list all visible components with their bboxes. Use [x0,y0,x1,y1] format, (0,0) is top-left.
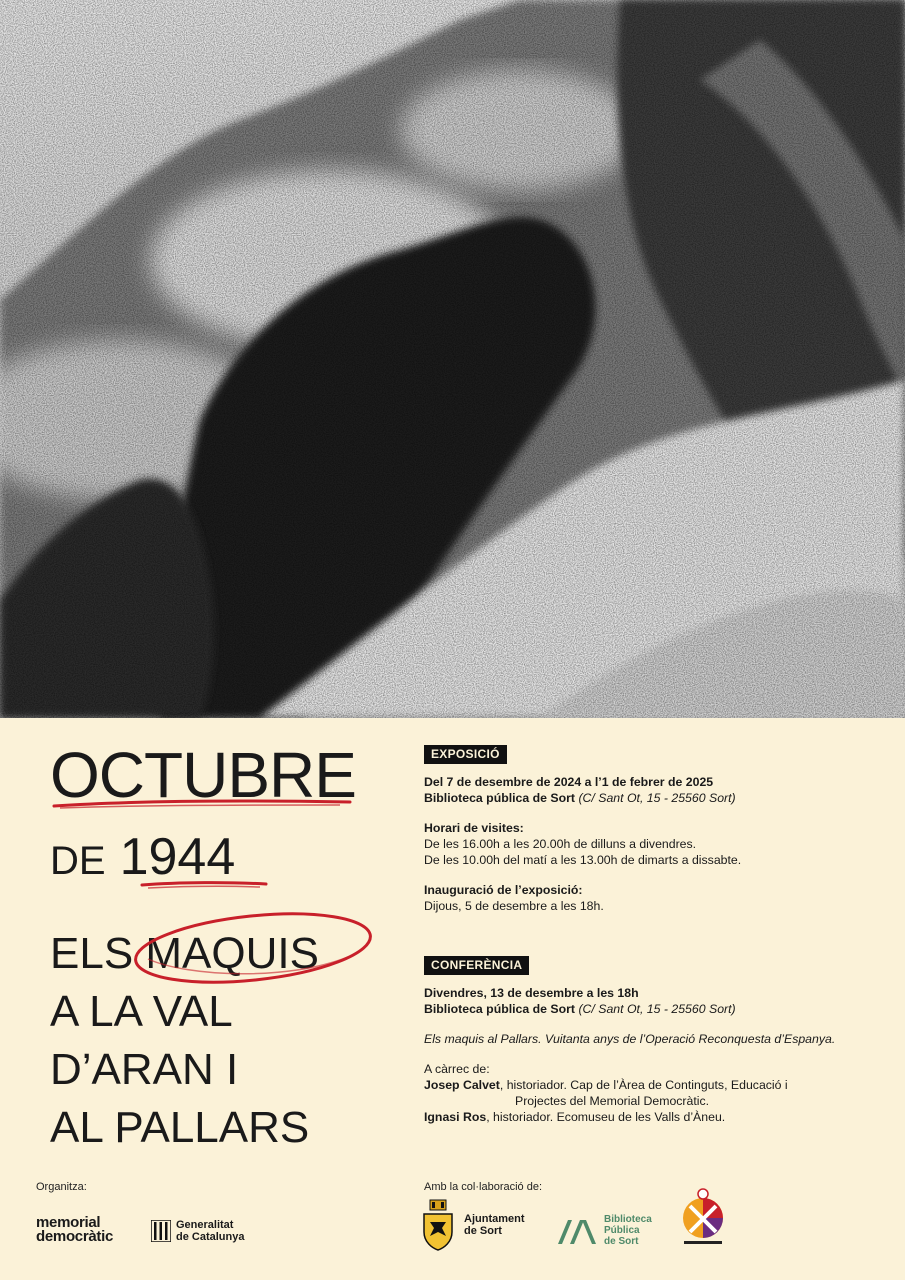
biblioteca-publica-logo [556,1214,652,1247]
organizer-label: Organitza: [36,1181,87,1193]
exhibition-dates: Del 7 de desembre de 2024 a l’1 de febrer de 2025 [424,775,714,789]
biblioteca-line-3: de Sort [604,1236,639,1247]
ajuntament-line-2: de Sort [464,1225,502,1237]
red-underline-1 [50,797,355,811]
biblioteca-mark-icon [556,1216,598,1246]
opening-date: Dijous, 5 de desembre a les 18h. [424,899,604,913]
title-de: DE [50,839,106,883]
event-details [424,745,884,1125]
ajuntament-line-1: Ajuntament [464,1213,525,1225]
ajuntament-sort-logo [420,1198,525,1252]
red-circle-mark [128,907,378,989]
generalitat-emblem-icon [151,1220,171,1242]
exhibition-venue: Biblioteca pública de Sort [424,791,576,805]
hours-line-1: De les 16.00h a les 20.00h de dilluns a divendres. [424,837,697,851]
memorial-line-1: memorial [36,1214,101,1231]
generalitat-line-2: de Catalunya [176,1231,245,1243]
opening-title: Inauguració de l’exposició: [424,883,583,897]
generalitat-line-1: Generalitat [176,1219,234,1231]
subtitle-line-1: ELS MAQUIS [50,929,319,978]
speaker-1-desc: , historiador. Cap de l’Àrea de Continguts, Educació i [499,1078,788,1092]
speaker-1-name: Josep Calvet [424,1078,500,1092]
red-underline-2 [140,878,270,892]
speaker-2-name: Ignasi Ros [424,1110,487,1124]
subtitle-line-4: AL PALLARS [50,1103,310,1152]
memorial-democratic-logo [36,1216,113,1244]
speaker-2-desc: , historiador. Ecomuseu de les Valls d’Àneu. [486,1110,726,1124]
association-logo [676,1186,730,1248]
by-label: A càrrec de: [424,1062,490,1076]
talk-title: Els maquis al Pallars. Vuitanta anys de l’Operació Reconquesta d’Espanya. [424,1032,836,1046]
sort-coat-of-arms-icon [420,1198,456,1252]
exhibition-address: (C/ Sant Ot, 15 - 25560 Sort) [578,791,736,805]
memorial-line-2: democràtic [36,1228,114,1245]
hours-line-2: De les 10.00h del matí a les 13.00h de dimarts a dissabte. [424,853,742,867]
subtitle-line-3: D’ARAN I [50,1045,239,1094]
conference-venue: Biblioteca pública de Sort [424,1002,576,1016]
exhibition-tag: EXPOSICIÓ [424,745,507,764]
association-emblem-icon [676,1186,730,1248]
conference-tag: CONFERÈNCIA [424,956,529,975]
speaker-1-desc-cont: Projectes del Memorial Democràtic. [515,1094,710,1108]
generalitat-logo [151,1219,244,1243]
collab-label: Amb la col·laboració de: [424,1181,543,1193]
conference-date: Divendres, 13 de desembre a les 18h [424,986,639,1000]
biblioteca-line-2: Pública [604,1225,640,1236]
subtitle-line-2: A LA VAL [50,987,233,1036]
title-month: OCTUBRE [50,739,356,811]
hours-title: Horari de visites: [424,821,524,835]
title-year: 1944 [119,828,236,886]
conference-address: (C/ Sant Ot, 15 - 25560 Sort) [578,1002,736,1016]
biblioteca-line-1: Biblioteca [604,1214,652,1225]
